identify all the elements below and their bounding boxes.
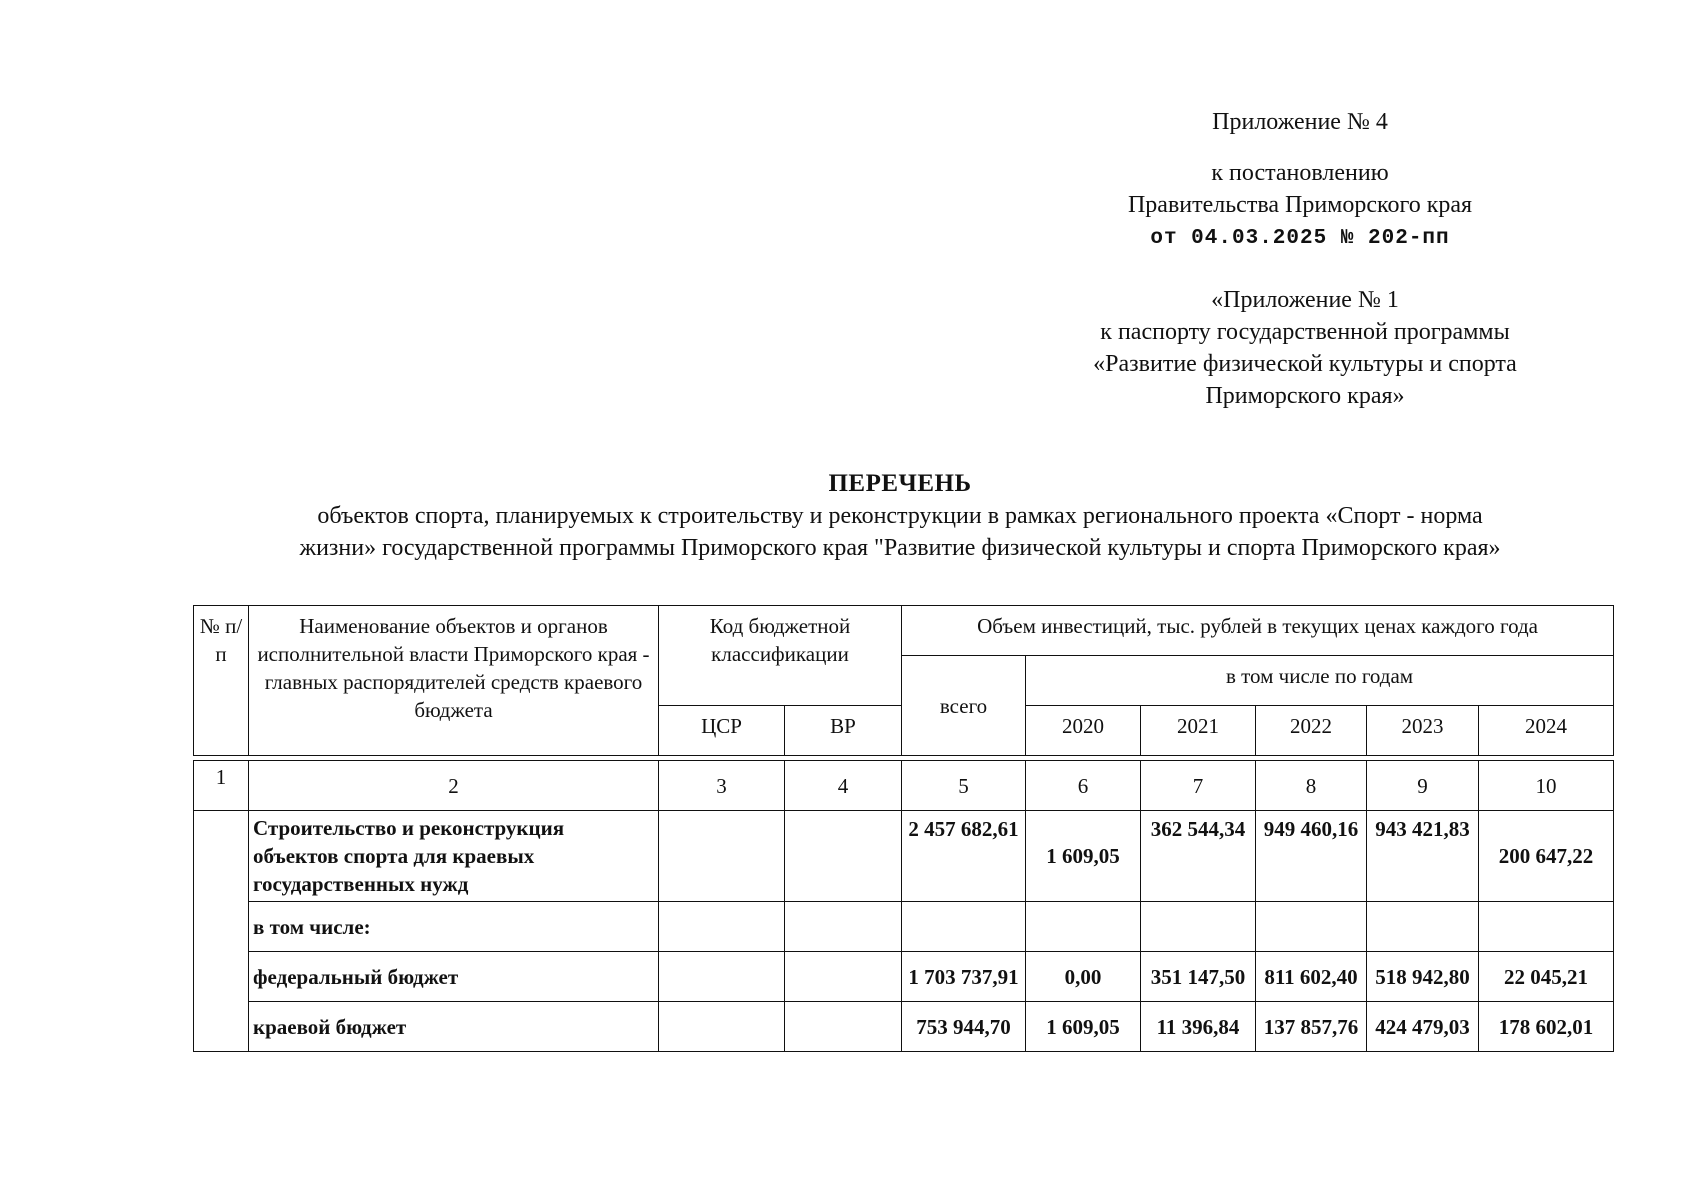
row-value: 943 421,83 [1367,811,1479,902]
row-value: 362 544,34 [1141,811,1256,902]
index-cell: 4 [785,761,902,811]
row-value: 200 647,22 [1479,811,1614,902]
title-heading: ПЕРЕЧЕНЬ [828,470,972,497]
header-year: 2024 [1479,706,1614,756]
decree-line-2: Правительства Приморского края [1127,192,1473,218]
annex-title: Приложение № 4 [1212,109,1388,135]
row-name: в том числе: [249,902,659,952]
row-number-cell [194,811,249,1052]
program-reference [1005,284,1605,412]
header-kbk: Код бюджетной классификации [659,606,902,706]
row-vr [785,902,902,952]
index-cell: 7 [1141,761,1256,811]
title-line-1: объектов спорта, планируемых к строительству и реконструкции в рамках регионального проекта «Спорт - норма [317,503,1483,529]
row-value [1256,902,1367,952]
header-total: всего [902,656,1026,756]
row-value [1141,902,1256,952]
row-value: 11 396,84 [1141,1002,1256,1052]
header-name: Наименование объектов и органов исполнительной власти Приморского края - главных распорядителей средств краевого бюджета [249,606,659,756]
row-value: 1 703 737,91 [902,952,1026,1002]
program-line-3: «Развитие физической культуры и спорта [1093,351,1517,377]
program-line-1: «Приложение № 1 [1211,287,1399,313]
table-row [194,811,1614,902]
header-csr: ЦСР [659,706,785,756]
row-value [1367,902,1479,952]
row-value: 0,00 [1026,952,1141,1002]
index-cell: 2 [249,761,659,811]
index-cell: 9 [1367,761,1479,811]
index-cell: 10 [1479,761,1614,811]
row-vr [785,1002,902,1052]
row-value: 22 045,21 [1479,952,1614,1002]
row-value [1479,902,1614,952]
row-vr [785,952,902,1002]
header-year: 2021 [1141,706,1256,756]
table-row [194,902,1614,952]
row-value: 1 609,05 [1026,1002,1141,1052]
row-value: 2 457 682,61 [902,811,1026,902]
header-investment: Объем инвестиций, тыс. рублей в текущих ценах каждого года [902,606,1614,656]
annex-label [1090,106,1510,138]
row-value: 178 602,01 [1479,1002,1614,1052]
table-header [193,605,1614,756]
row-csr [659,811,785,902]
row-value: 424 479,03 [1367,1002,1479,1052]
header-year: 2023 [1367,706,1479,756]
document-title [150,468,1650,564]
row-value: 1 609,05 [1026,811,1141,902]
decree-number: от 04.03.2025 № 202-пп [1150,227,1450,250]
title-line-2: жизни» государственной программы Приморского края "Развитие физической культуры и спорта Приморского края» [299,535,1501,561]
program-line-2: к паспорту государственной программы [1100,319,1510,345]
header-year: 2020 [1026,706,1141,756]
row-name: краевой бюджет [249,1002,659,1052]
index-cell: 6 [1026,761,1141,811]
table-row [194,952,1614,1002]
row-value [902,902,1026,952]
row-vr [785,811,902,902]
index-cell: 8 [1256,761,1367,811]
row-value [1026,902,1141,952]
index-cell: 5 [902,761,1026,811]
row-csr [659,952,785,1002]
row-value: 351 147,50 [1141,952,1256,1002]
table-row [194,1002,1614,1052]
decree-line-1: к постановлению [1211,160,1389,186]
decree-reference [1040,157,1560,255]
row-name: федеральный бюджет [249,952,659,1002]
program-line-4: Приморского края» [1205,383,1405,409]
row-value: 811 602,40 [1256,952,1367,1002]
row-value: 137 857,76 [1256,1002,1367,1052]
row-csr [659,902,785,952]
row-value: 949 460,16 [1256,811,1367,902]
row-csr [659,1002,785,1052]
index-cell: 3 [659,761,785,811]
header-vr: ВР [785,706,902,756]
row-value: 753 944,70 [902,1002,1026,1052]
index-cell: 1 [194,761,249,811]
row-value: 518 942,80 [1367,952,1479,1002]
table-row [194,761,1614,811]
table-body [193,760,1614,1052]
header-year: 2022 [1256,706,1367,756]
header-by-years: в том числе по годам [1026,656,1614,706]
row-name: Строительство и реконструкция объектов спорта для краевых государственных нужд [249,811,659,902]
header-number: № п/п [194,606,249,756]
